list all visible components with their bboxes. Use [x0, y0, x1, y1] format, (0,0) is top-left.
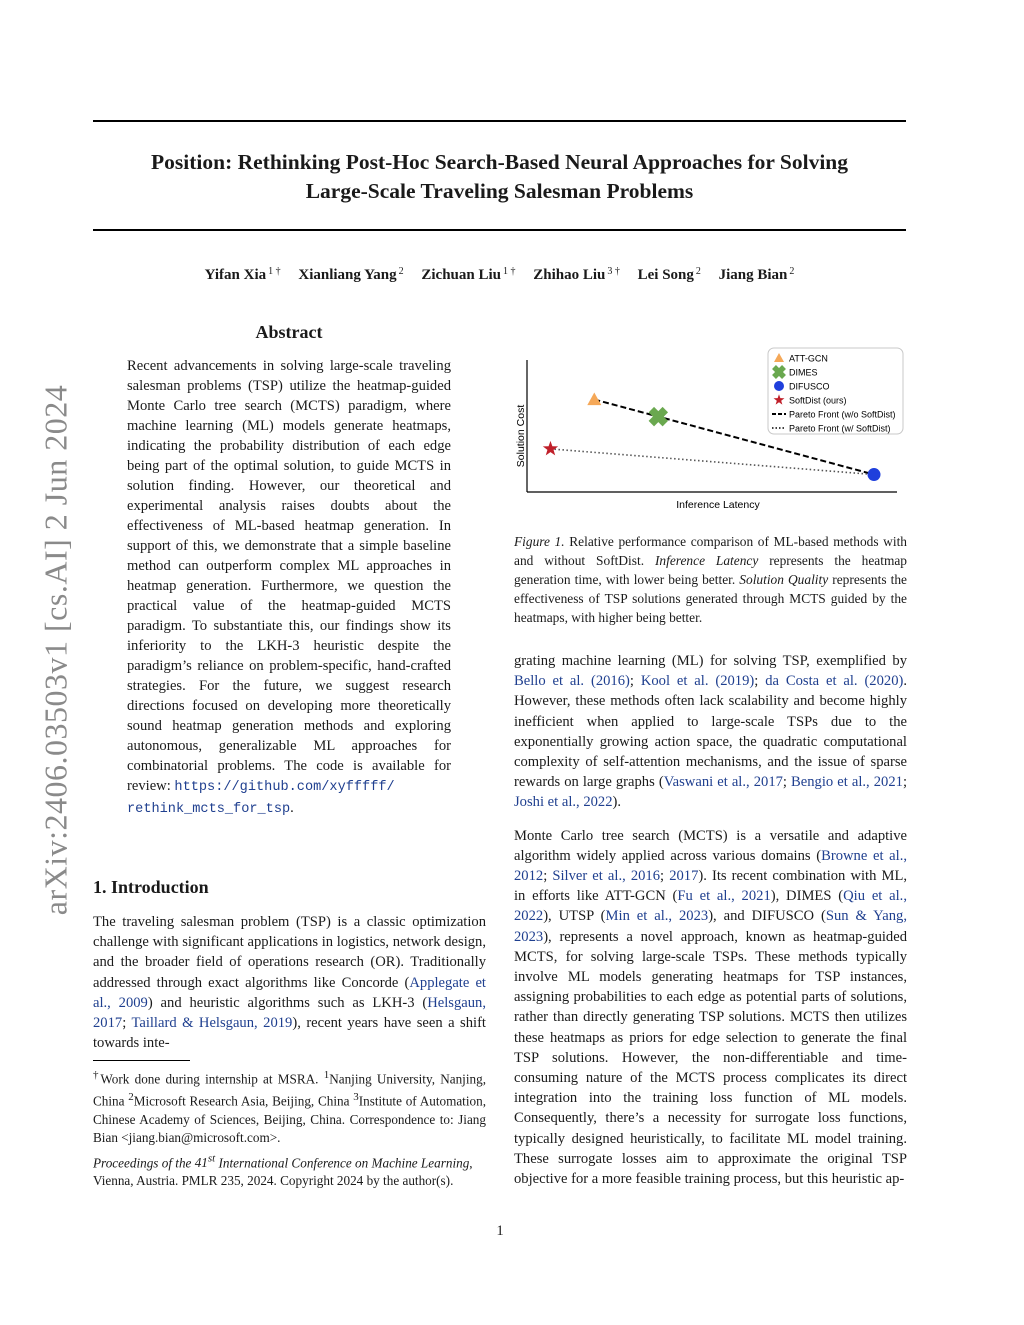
- footnote: †Work done during internship at MSRA. $^1$Nanjing University, Nanjing, China $^2$Microsoft Research Asia, Beijing, China $^3$Institute of Automation, Chinese Academy of Sciences, Beijing, China. Correspondence to: Jiang Bian <jiang.bian@microsoft.com>.: [93, 1069, 486, 1145]
- legend-label: DIMES: [789, 367, 818, 378]
- paragraph: grating machine learning (ML) for solving TSP, exemplified by Bello et al. (2016); Kool et al. (2019); da Costa et al. (2020). However, these methods often lack scalability and become highly inefficient when applied to large-scale TSPs due to the exponentially growing action space, the quadratic computational complexity of self-attention mechanisms, and the issue of sparse rewards on large graphs (Vaswani et al., 2017; Bengio et al., 2021; Joshi et al., 2022).: [514, 653, 908, 811]
- intro-column-right: [514, 651, 907, 1202]
- legend-label: DIFUSCO: [789, 381, 830, 392]
- title-line-2: Large-Scale Traveling Salesman Problems: [305, 179, 694, 203]
- section-heading-introduction: 1. Introduction: [93, 877, 209, 897]
- author: Zhihao Liu $^{3 \dagger}$: [533, 266, 620, 283]
- title-rule-top: [93, 120, 906, 122]
- citation-link[interactable]: 2017: [669, 868, 699, 885]
- citation-link[interactable]: Applegate et al., 2009: [93, 974, 486, 1011]
- marker-difusco: [868, 468, 881, 481]
- author: Yifan Xia $^{1 \dagger}$: [204, 266, 281, 283]
- paragraph: Monte Carlo tree search (MCTS) is a versatile and adaptive algorithm widely applied across various domains (Browne et al., 2012; Silver et al., 2016; 2017). Its recent combination with ML, in efforts like ATT-GCN (Fu et al., 2021), DIMES (Qiu et al., 2022), UTSP (Min et al., 2023), and DIFUSCO (Sun & Yang, 2023), represents a novel approach, known as heatmap-guided MCTS, for solving large-scale TSPs. These methods typically involve ML models generating heatmaps for TSP instances, assigning probabilities to each edge as potential parts of solutions, rather than directly generating TSP solutions. MCTS then utilizes these heatmaps as priors for edge selection to generate the final TSP solutions. However, the non-differentiable and time-consuming nature of the MCTS process complicates its direct integration into the training loss function of ML models. Consequently, there’s a necessity for surrogate loss functions, typically designed heuristically, to facilitate ML model training. These surrogate losses aim to approximate the original TSP objective for a more feasible training process, but this heuristic ap-: [514, 827, 908, 1188]
- citation-link[interactable]: Fu et al., 2021: [677, 888, 771, 905]
- abstract-heading: Abstract: [255, 322, 323, 342]
- legend-label: Pareto Front (w/o SoftDist): [789, 409, 896, 420]
- title-rule-bottom: [93, 229, 906, 231]
- figure-caption: Figure 1. Relative performance comparison of ML-based methods with and without SoftDist. Inference Latency represents the heatmap generation time, with lower being better. Solution Quality represents the effectiveness of TSP solutions generated through MCTS guided by the heatmaps, with higher being better.: [514, 534, 908, 625]
- citation-link[interactable]: Vaswani et al., 2017: [663, 774, 783, 791]
- code-link[interactable]: https://github.com/xyfffff/ rethink_mcts_for_tsp: [127, 780, 395, 817]
- footnote-rule: [93, 1060, 190, 1061]
- citation-link[interactable]: Sun & Yang, 2023: [514, 908, 907, 945]
- author: Zichuan Liu $^{1 \dagger}$: [421, 266, 516, 283]
- marker-softdist-ours: [543, 441, 558, 456]
- author: Jiang Bian $^2$: [718, 266, 795, 283]
- proceedings-note: Proceedings of the 41st International Conference on Machine Learning, Vienna, Austria. PMLR 235, 2024. Copyright 2024 by the author(s).: [93, 1153, 473, 1189]
- citation-link[interactable]: Silver et al., 2016: [552, 868, 661, 885]
- author-list: [93, 266, 906, 284]
- citation-link[interactable]: Kool et al. (2019): [640, 673, 755, 690]
- citation-link[interactable]: Bello et al. (2016): [514, 673, 630, 690]
- y-axis-label: Solution Cost: [515, 404, 527, 468]
- title-line-1: Position: Rethinking Post-Hoc Search-Based Neural Approaches for Solving: [151, 150, 848, 174]
- citation-link[interactable]: Taillard & Helsgaun, 2019: [131, 1015, 293, 1032]
- citation-link[interactable]: Joshi et al., 2022: [514, 794, 613, 811]
- paper-title: [93, 148, 906, 206]
- marker-att-gcn: [587, 393, 601, 406]
- page-number: 1: [496, 1223, 504, 1239]
- abstract-body: Recent advancements in solving large-scale traveling salesman problems (TSP) utilize the heatmap-guided Monte Carlo tree search (MCTS) paradigm, where machine learning (ML) models generate heatmaps, indicating the probability distribution of each edge being part of the optimal solution, to guide MCTS in solution finding. However, our theoretical and experimental analysis raises doubts about the effectiveness of ML-based heatmap generation. In support of this, we demonstrate that a simple baseline method can outperform complex ML approaches in heatmap generation. Furthermore, we question the practical value of the heatmap-guided MCTS paradigm. To substantiate this, our findings show its inferiority to the LKH-3 heuristic despite the paradigm’s reliance on problem-specific, hand-crafted strategies. For the future, we suggest research directions focused on developing more theoretically sound heatmap generation methods and exploring autonomous, generalizable ML approaches for combinatorial problems. The code is available for review: https://github.com/xyfffff/ rethink_mcts_for_tsp.: [127, 358, 451, 817]
- legend-label: ATT-GCN: [789, 353, 828, 364]
- legend-label: SoftDist (ours): [789, 395, 847, 406]
- legend-label: Pareto Front (w/ SoftDist): [789, 423, 891, 434]
- intro-paragraph-left: The traveling salesman problem (TSP) is a classic optimization challenge with significant applications in logistics, network design, and the broader field of operations research (OR). Traditionally addressed through exact algorithms like Concorde (Applegate et al., 2009) and heuristic algorithms such as LKH-3 (Helsgaun, 2017; Taillard & Helsgaun, 2019), recent years have seen a shift towards inte-: [93, 914, 486, 1052]
- marker-dimes: [774, 367, 784, 377]
- citation-link[interactable]: Bengio et al., 2021: [791, 774, 903, 791]
- figure-1-chart: [512, 340, 912, 515]
- arxiv-stamp: arXiv:2406.03503v1 [cs.AI] 2 Jun 2024: [37, 384, 74, 916]
- citation-link[interactable]: Qiu et al., 2022: [514, 888, 907, 925]
- marker-difusco: [774, 381, 784, 391]
- citation-link[interactable]: Min et al., 2023: [605, 908, 709, 925]
- marker-dimes: [651, 410, 665, 424]
- citation-link[interactable]: Browne et al., 2012: [514, 847, 907, 885]
- x-axis-label: Inference Latency: [676, 499, 760, 511]
- author: Xianliang Yang $^2$: [298, 266, 404, 283]
- author: Lei Song $^2$: [637, 266, 701, 283]
- citation-link[interactable]: da Costa et al. (2020): [765, 673, 904, 690]
- citation-link[interactable]: Helsgaun, 2017: [93, 994, 486, 1032]
